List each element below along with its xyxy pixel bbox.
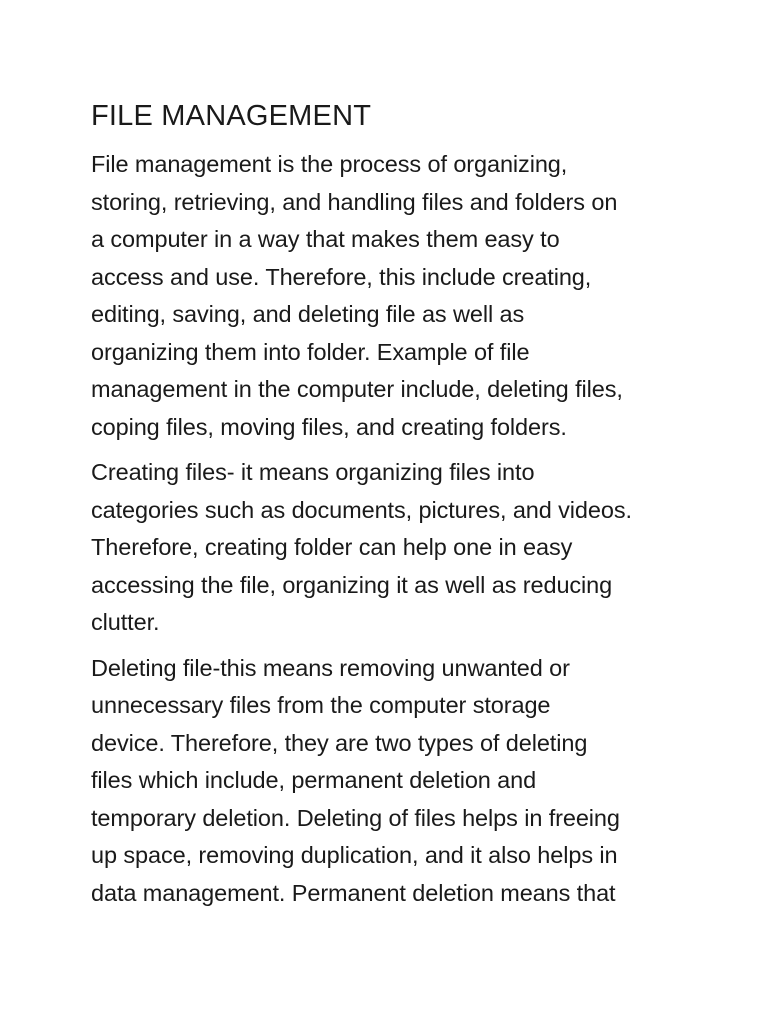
paragraph-line: temporary deletion. Deleting of files helps in freeing	[91, 804, 620, 831]
paragraph-line: Creating files- it means organizing files into	[91, 459, 535, 485]
paragraph-line: management in the computer include, deleting files,	[91, 376, 623, 402]
paragraph-line: Deleting file-this means removing unwanted or	[91, 654, 570, 681]
paragraph-line: unnecessary files from the computer storage	[91, 692, 551, 718]
document-title: FILE MANAGEMENT	[91, 100, 372, 132]
paragraph-line: editing, saving, and deleting file as well as	[91, 301, 525, 327]
paragraph-line: data management. Permanent deletion means that	[91, 879, 616, 906]
paragraph-line: clutter.	[91, 609, 160, 635]
paragraph-creating-files	[91, 454, 691, 642]
paragraph-line: device. Therefore, they are two types of deleting	[91, 729, 588, 756]
paragraph-line: organizing them into folder. Example of file	[91, 338, 530, 365]
paragraph-line: files which include, permanent deletion and	[91, 767, 537, 793]
paragraph-line: coping files, moving files, and creating folders.	[91, 413, 567, 440]
paragraph-deleting-file	[91, 650, 691, 913]
document-page	[91, 96, 691, 920]
paragraph-line: File management is the process of organizing,	[91, 151, 568, 177]
paragraph-line: accessing the file, organizing it as well as reducing	[91, 571, 613, 598]
paragraph-line: categories such as documents, pictures, and videos.	[91, 496, 632, 523]
paragraph-line: up space, removing duplication, and it also helps in	[91, 842, 618, 868]
paragraph-intro	[91, 146, 691, 446]
paragraph-line: Therefore, creating folder can help one in easy	[91, 534, 573, 560]
paragraph-line: storing, retrieving, and handling files and folders on	[91, 188, 618, 215]
paragraph-line: a computer in a way that makes them easy to	[91, 226, 560, 252]
paragraph-line: access and use. Therefore, this include creating,	[91, 263, 592, 290]
